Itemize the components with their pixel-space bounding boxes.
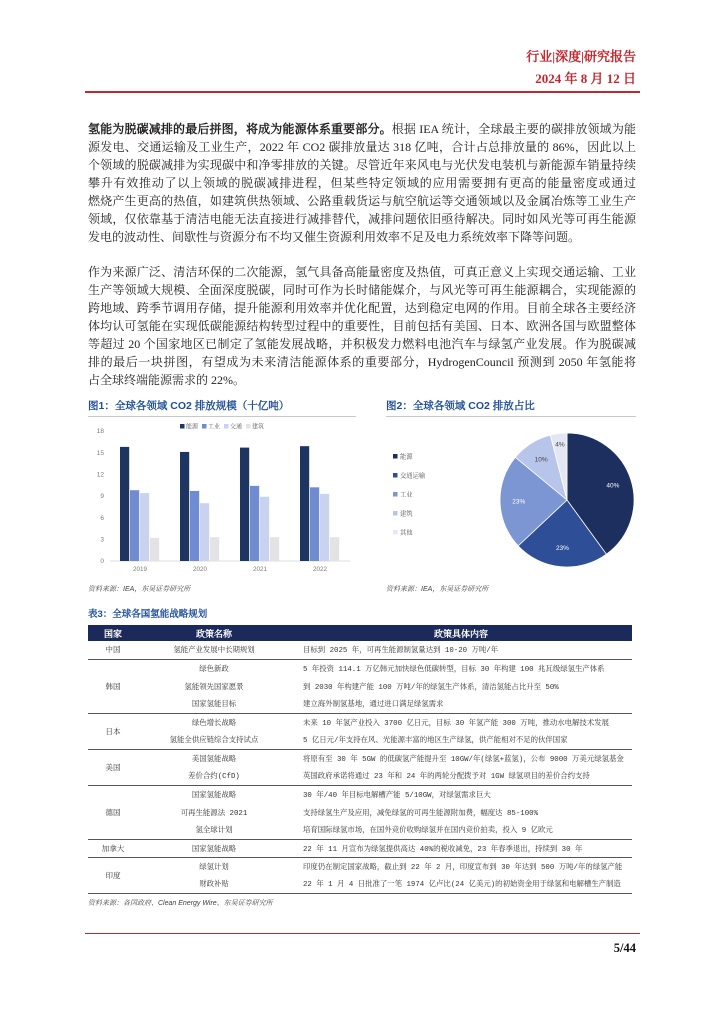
paragraph-line: 排的最后一块拼图，有望成为未来清洁能源体系的重要部分，HydrogenCouncil 预测到 2050 年氢能将 — [88, 355, 636, 369]
figure-2-divider — [386, 416, 636, 417]
policy-content-cell: 30 年/40 年目标电解槽产能 5/10GW，对绿氢需求巨大 — [303, 791, 491, 800]
country-cell: 中国 — [88, 641, 138, 659]
bar-series-2-2019 — [140, 493, 149, 561]
legend-swatch — [393, 511, 398, 516]
paragraph-1 — [88, 120, 636, 246]
table-row — [88, 677, 632, 695]
bar-series-0-2019 — [120, 447, 129, 561]
legend-swatch — [393, 473, 398, 478]
bar-series-3-2022 — [330, 537, 339, 561]
policy-name-cell: 氢能产业发展中长期规划 — [138, 641, 290, 659]
y-tick-label: 18 — [96, 428, 104, 436]
footer-divider — [85, 933, 640, 934]
paragraph-line: 源发电、交通运输及工业生产，2022 年 CO2 碳排放量达 318 亿吨，合计占总排放量的 86%，因此以上 — [88, 140, 636, 154]
table-3-source: 资料来源：各国政府、Clean Energy Wire、东吴证券研究所 — [88, 900, 273, 907]
pie-value-label: 40% — [606, 482, 620, 490]
legend-swatch — [202, 424, 207, 429]
y-tick-label: 0 — [100, 558, 104, 566]
table-row — [88, 857, 632, 875]
x-tick-label: 2019 — [132, 566, 148, 573]
country-cell: 德国 — [88, 785, 138, 839]
bar-series-1-2019 — [130, 490, 139, 561]
table-row — [88, 749, 632, 767]
y-tick-label: 6 — [100, 514, 104, 522]
policy-name-cell: 绿色新政 — [199, 665, 229, 674]
table-row — [88, 695, 632, 713]
hydrogen-strategy-table — [88, 625, 632, 894]
policy-content-cell: 未来 10 年氢产业投入 3700 亿日元，目标 30 年氢产能 300 万吨，推动水电解技术发展 — [303, 719, 609, 728]
table-row — [88, 875, 632, 893]
legend-label: 交通运输 — [400, 472, 426, 480]
table-header-row — [88, 625, 632, 641]
country-cell: 加拿大 — [88, 839, 138, 857]
paragraph-line: 等超过 20 个国家地区已制定了氢能发展战略，并积极发力燃料电池汽车与绿氢产业发展。作为脱碳减 — [88, 337, 636, 351]
bar-series-2-2020 — [200, 503, 209, 561]
paragraph-line: 生产等领域大规模、全面深度脱碳，同时可作为长时储能媒介，与风光等可再生能源耦合，实现能源的 — [88, 283, 636, 297]
y-tick-label: 9 — [100, 493, 104, 501]
policy-name-cell: 绿氢计划 — [199, 863, 229, 872]
figure-1-title: 图1：全球各领域 CO2 排放规模（十亿吨） — [88, 400, 290, 412]
paragraph-line: 占全球终端能源需求的 22%。 — [88, 373, 245, 387]
policy-content-cell: 将原有至 30 年 5GW 的低碳氢产能提升至 10GW/年(绿氢+蓝氢)，公布 9000 万美元绿氢基金 — [303, 755, 624, 764]
legend-label: 能源 — [186, 424, 199, 431]
pie-value-label: 4% — [555, 441, 565, 449]
country-cell: 日本 — [88, 713, 138, 749]
paragraph-line: 攀升有效推动了以上领域的脱碳减排进程，但某些特定领域的应用需要拥有更高的能量密度或通过 — [88, 176, 636, 190]
legend-label: 交通 — [230, 424, 243, 431]
policy-name-cell: 氢能全供应链综合支持试点 — [138, 731, 290, 749]
legend-label: 工业 — [400, 491, 413, 499]
table-row — [88, 767, 632, 785]
paragraph-line: 领域，仅依靠基于清洁电能无法直接进行减排替代，减排问题依旧亟待解决。同时如风光等可再生能源 — [88, 212, 636, 226]
paragraph-line: 个领域的脱碳减排为实现碳中和净零排放的关键。尽管近年来风电与光伏发电装机与新能源车销量持续 — [88, 158, 636, 172]
policy-content-cell: 到 2030 年构建产能 100 万吨/年的绿氢生产体系，清洁氢能占比升至 50% — [303, 683, 559, 692]
policy-content-cell: 支持绿氢生产及应用，减免绿氢的可再生能源附加费，幅度达 85-100% — [303, 809, 539, 818]
x-tick-label: 2022 — [312, 566, 328, 573]
policy-content-cell: 22 年 1 月 4 日批准了一笔 1974 亿卢比(24 亿美元)的初始资金用于绿氢和电解槽生产制造 — [290, 875, 632, 893]
table-row — [88, 839, 632, 857]
pie-value-label: 23% — [555, 545, 569, 553]
policy-name-cell: 氢全球计划 — [138, 821, 290, 839]
bar-series-2-2021 — [260, 497, 269, 561]
policy-name-cell: 国家氢能战略 — [138, 839, 290, 857]
paragraph-line: 发电的波动性、间歇性与资源分布不均又催生资源利用效率不足及电力系统效率下降等问题。 — [88, 230, 581, 244]
figure-2-source: 资料来源：IEA，东吴证券研究所 — [386, 586, 489, 593]
paragraph-text: 根据 IEA 统计，全球最主要的碳排放领域为能 — [391, 122, 636, 136]
policy-content-cell: 5 年投资 114.1 万亿韩元加快绿色低碳转型，目标 30 年构建 100 兆瓦级绿氢生产体系 — [303, 665, 605, 674]
co2-share-pie-chart — [386, 418, 636, 584]
figure-1-divider — [88, 416, 356, 417]
policy-name-cell: 氢能领先国家愿景 — [184, 683, 244, 692]
legend-swatch — [224, 424, 229, 429]
paragraph-line — [88, 120, 636, 138]
bar-series-2-2022 — [320, 494, 329, 561]
policy-content-cell: 建立海外制氢基地，通过进口满足绿氢需求 — [290, 695, 632, 713]
legend-swatch — [393, 454, 398, 459]
country-cell: 印度 — [88, 857, 138, 893]
legend-label: 工业 — [208, 424, 221, 431]
table-row — [88, 659, 632, 677]
policy-content-cell: 5 亿日元/年支持在风、光能源丰富的地区生产绿氢，供产能相对不足的伙伴国家 — [290, 731, 632, 749]
x-tick-label: 2021 — [252, 566, 268, 573]
pie-value-label: 10% — [534, 456, 548, 464]
bar-series-3-2019 — [150, 538, 159, 561]
y-tick-label: 15 — [96, 449, 104, 457]
figure-1-source: 资料来源：IEA，东吴证券研究所 — [88, 586, 191, 593]
report-date: 2024 年 8 月 12 日 — [535, 71, 636, 86]
pie-value-label: 23% — [512, 498, 526, 506]
policy-name-cell: 可再生能源法 2021 — [180, 809, 248, 818]
bar-series-1-2022 — [310, 487, 319, 561]
paragraph-line: 体均认可氢能在实现低碳能源结构转型过程中的重要性，目前包括有美国、日本、欧洲各国与欧盟整体 — [88, 319, 636, 333]
legend-swatch — [246, 424, 251, 429]
paragraph-lead: 氢能为脱碳减排的最后拼图，将成为能源体系重要部分。 — [88, 122, 392, 136]
y-tick-label: 3 — [100, 536, 104, 544]
header-policy-content: 政策具体内容 — [290, 625, 632, 641]
table-row — [88, 731, 632, 749]
policy-content-cell: 培育国际绿氢市场，在国外竞价收购绿氢并在国内竞价拍卖，投入 9 亿欧元 — [290, 821, 632, 839]
header-country: 国家 — [88, 625, 138, 641]
legend-label: 其他 — [400, 529, 413, 537]
country-cell: 韩国 — [88, 659, 138, 713]
legend-label: 建筑 — [252, 424, 265, 431]
page-number: 5/44 — [613, 941, 636, 955]
legend-swatch — [180, 424, 185, 429]
bar-series-3-2021 — [270, 537, 279, 561]
table-row — [88, 821, 632, 839]
legend-swatch — [393, 492, 398, 497]
paragraph-line: 跨地域、跨季节调用存储，提升能源利用效率并优化配置，达到稳定电网的作用。目前全球各主要经济 — [88, 301, 636, 315]
policy-content-cell: 22 年 11 月宣布为绿氢提供高达 40%的税收减免，23 年春季退出，持续到 30 年 — [290, 839, 632, 857]
header-policy-name: 政策名称 — [138, 625, 290, 641]
policy-name-cell: 财政补贴 — [138, 875, 290, 893]
paragraph-line: 燃烧产生更高的热值，如建筑供热领域、公路重载货运与航空航运等交通领域以及金属冶炼等工业生产 — [88, 194, 636, 208]
y-tick-label: 12 — [96, 471, 104, 479]
bar-series-0-2022 — [300, 446, 309, 561]
bar-series-1-2020 — [190, 491, 199, 561]
bar-series-0-2021 — [240, 448, 249, 561]
report-category: 行业|深度|研究报告 — [526, 49, 636, 64]
policy-name-cell: 绿色增长战略 — [191, 719, 237, 728]
policy-content-cell: 印度仍在制定国家战略，截止到 22 年 2 月，印度宣布到 30 年达到 500 万吨/年的绿氢产能 — [303, 863, 623, 872]
policy-name-cell: 国家氢能战略 — [191, 791, 237, 800]
policy-content-cell: 英国政府承诺将通过 23 年和 24 年的两轮分配拨予对 1GW 绿氢项目的差价合约支持 — [290, 767, 632, 785]
co2-emissions-bar-chart — [88, 418, 356, 584]
legend-swatch — [393, 530, 398, 535]
legend-label: 建筑 — [400, 510, 413, 518]
table-row — [88, 803, 632, 821]
header-divider — [85, 91, 640, 93]
bar-series-1-2021 — [250, 486, 259, 561]
figure-2-title: 图2：全球各领域 CO2 排放占比 — [386, 400, 535, 412]
policy-name-cell: 差价合约(CfD) — [138, 767, 290, 785]
bar-series-0-2020 — [180, 452, 189, 561]
bar-series-3-2020 — [210, 537, 219, 561]
policy-name-cell: 美国氢能战略 — [191, 755, 237, 764]
policy-content-cell: 目标到 2025 年，可再生能源制氢量达到 10-20 万吨/年 — [290, 641, 632, 659]
policy-name-cell: 国家氢能目标 — [138, 695, 290, 713]
country-cell: 美国 — [88, 749, 138, 785]
table-row — [88, 641, 632, 659]
x-tick-label: 2020 — [192, 566, 208, 573]
table-row — [88, 713, 632, 731]
paragraph-line: 作为来源广泛、清洁环保的二次能源，氢气具备高能量密度及热值，可真正意义上实现交通运输、工业 — [88, 265, 636, 279]
table-row — [88, 785, 632, 803]
table-3-title: 表3：全球各国氢能战略规划 — [88, 609, 208, 620]
paragraph-2 — [88, 263, 636, 389]
legend-label: 能源 — [400, 453, 413, 461]
